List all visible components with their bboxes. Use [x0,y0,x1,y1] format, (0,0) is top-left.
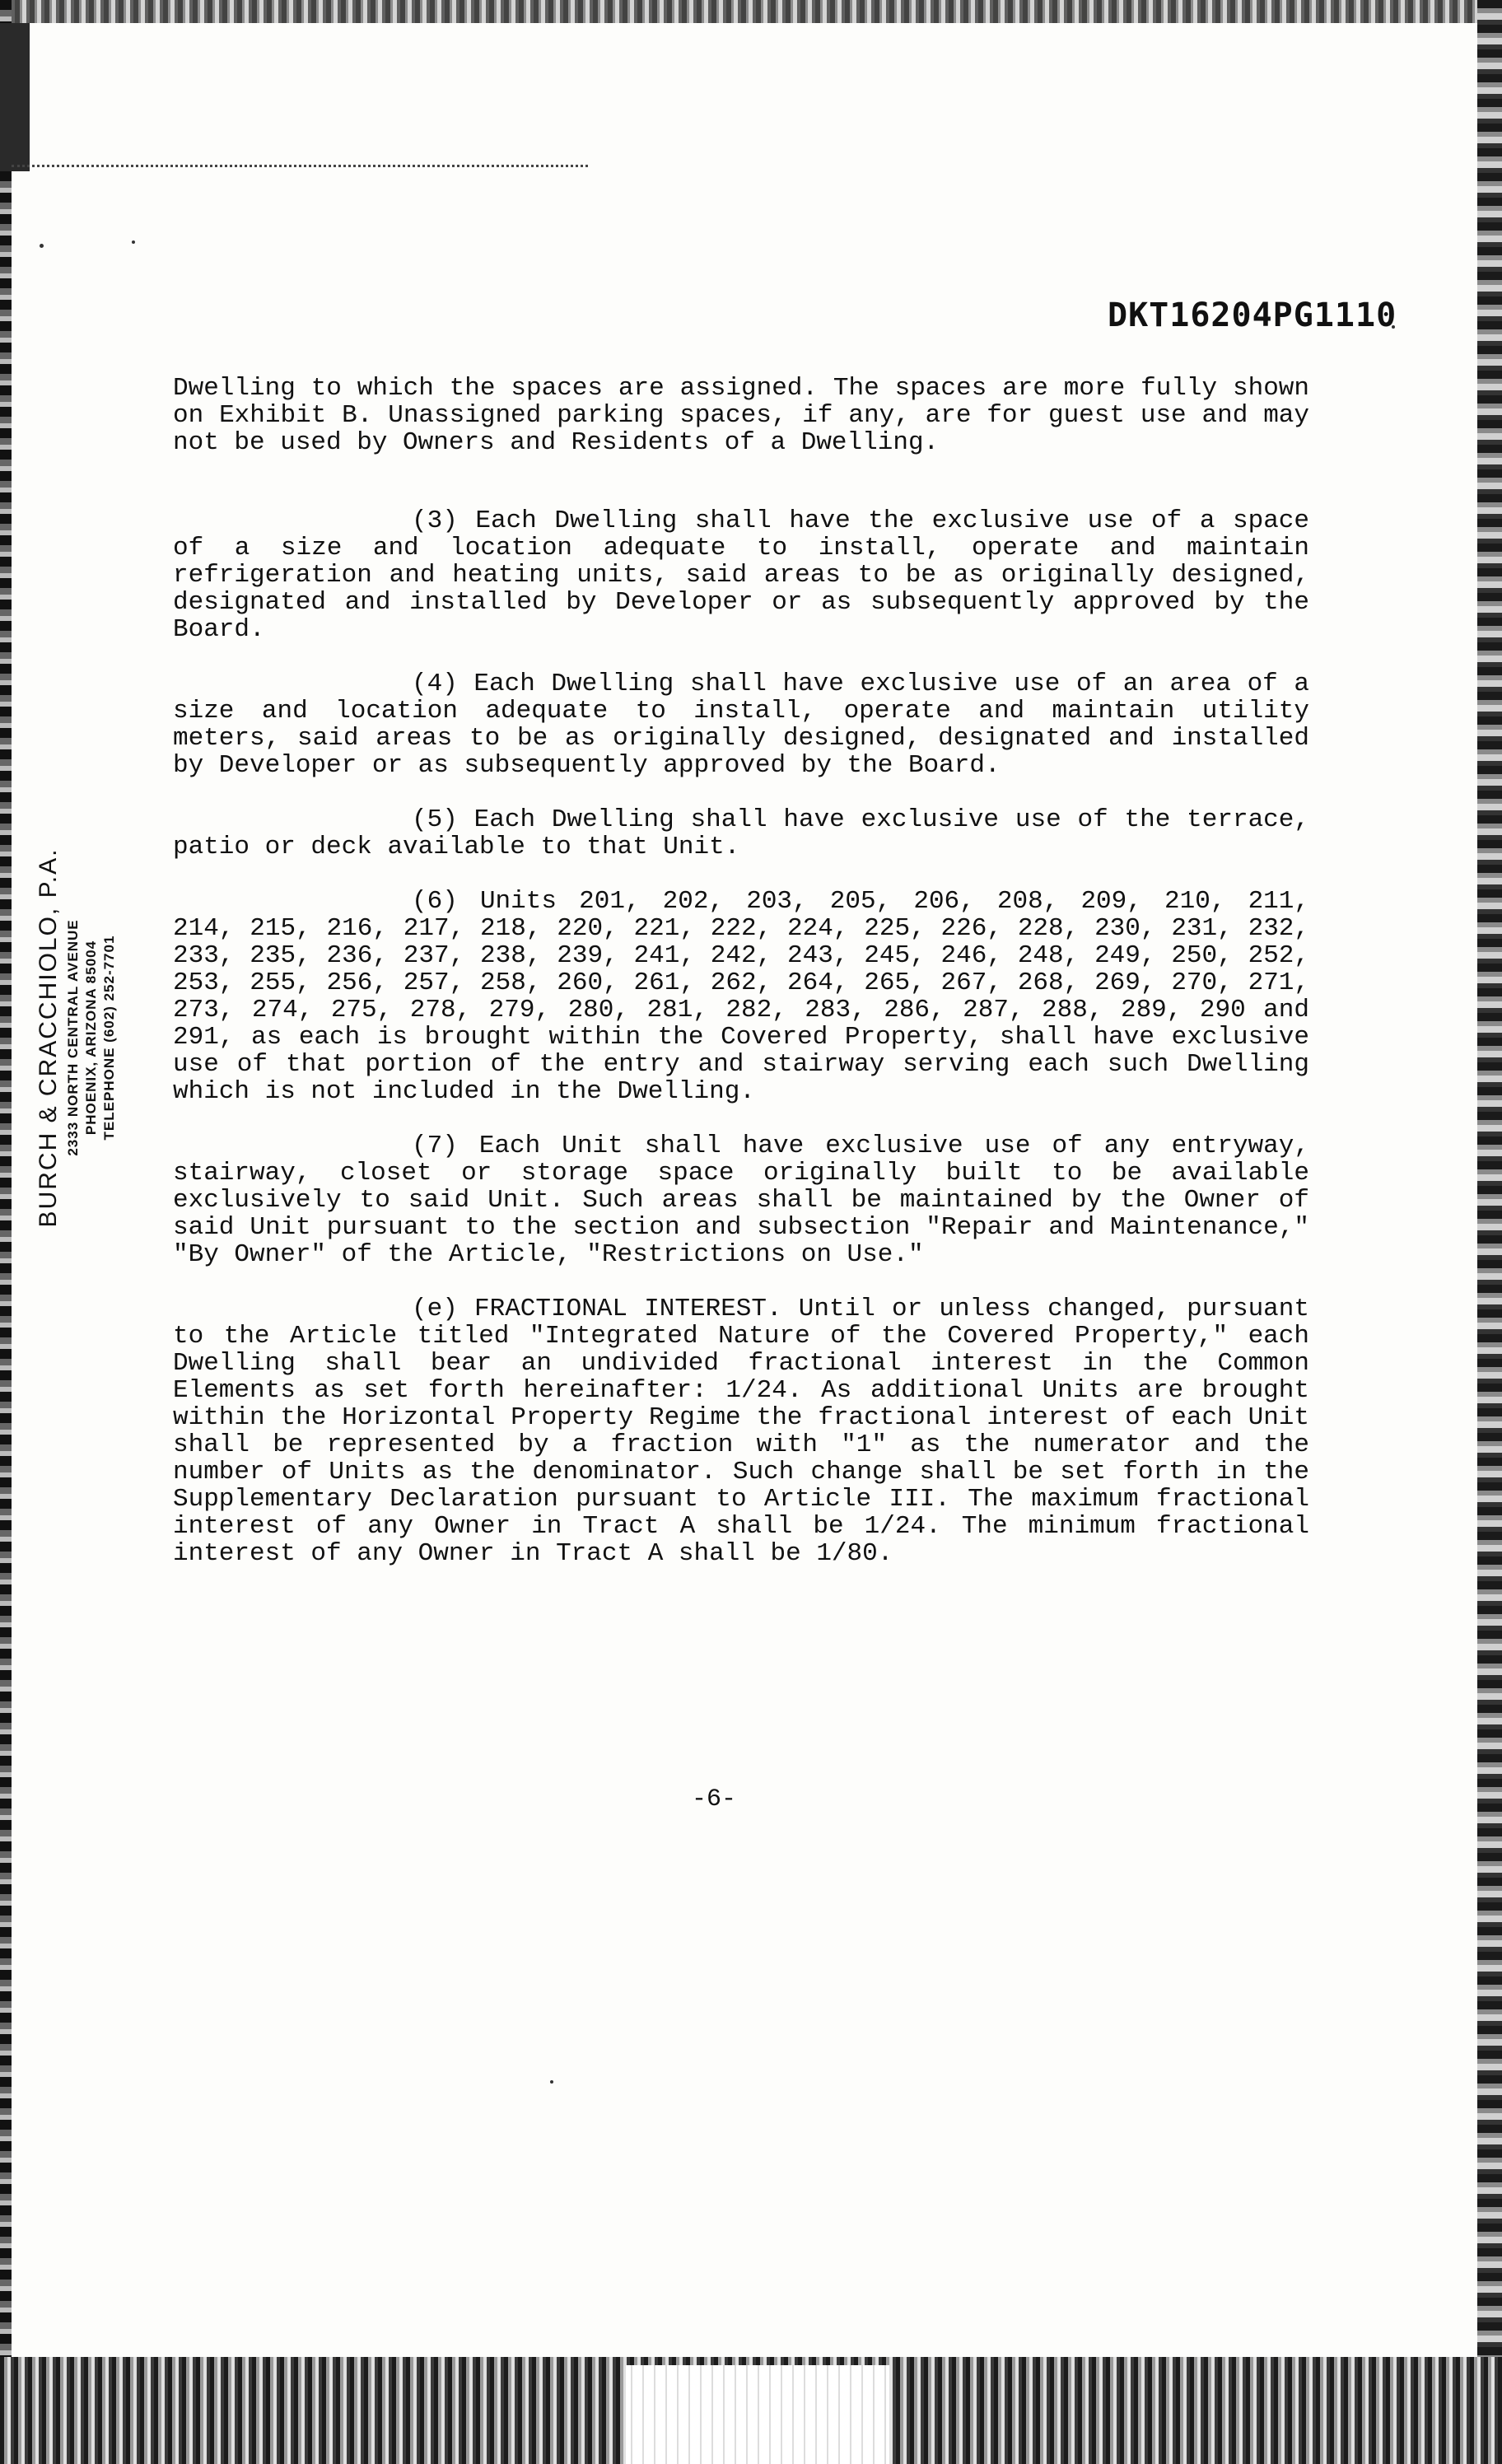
firm-address: 2333 NORTH CENTRAL AVENUE [65,919,81,1156]
scan-edge-left-block [0,23,30,171]
firm-phone: TELEPHONE (602) 252-7701 [101,935,117,1141]
scan-speck [132,240,135,244]
paragraph-continuation: Dwelling to which the spaces are assigned. The spaces are more fully shown on Exhibit B. Unassigned parking spaces, if any, are for guest use and may not be used by Owners and Residents of a Dwelling. [173,374,1309,457]
firm-city: PHOENIX, ARIZONA 85004 [83,940,99,1136]
page-number: -6- [692,1785,737,1813]
paragraph-3: (3) Each Dwelling shall have the exclusive use of a space of a size and location adequate to install, operate and maintain refrigeration and heating units, said areas to be as originally designed, designated and installed by Developer or as subsequently approved by the Board. [173,506,1309,644]
scan-speck [40,244,44,248]
document-body [173,375,1309,1567]
paragraph-7: (7) Each Unit shall have exclusive use of any entryway, stairway, closet or storage space originally built to be available exclusively to said Unit. Such areas shall be maintained by the Owner of said Unit pursuant to the section and subsection "Repair and Maintenance," "By Owner" of the Article, "Restrictions on Use." [173,1132,1309,1269]
paragraph-5: (5) Each Dwelling shall have exclusive use of the terrace, patio or deck available to that Unit. [173,805,1309,861]
docket-stamp: DKT16204PG1110 [1108,296,1397,334]
scan-edge-bottom-gap [626,2365,889,2464]
law-firm-sidebar [33,815,156,1260]
scan-edge-right [1477,0,1502,2464]
scan-edge-top [0,0,1502,23]
scan-edge-left [0,0,12,2464]
firm-name: BURCH & CRACCHIOLO, P.A. [35,847,62,1228]
scan-top-rule [12,165,588,167]
paragraph-4: (4) Each Dwelling shall have exclusive use of an area of a size and location adequate to install, operate and maintain utility meters, said areas to be as originally designed, designated and installed by Developer or as subsequently approved by the Board. [173,670,1309,780]
scan-speck [550,2080,553,2084]
paragraph-6: (6) Units 201, 202, 203, 205, 206, 208, 209, 210, 211, 214, 215, 216, 217, 218, 220, 221, 222, 224, 225, 226, 228, 230, 231, 232, 233, 235, 236, 237, 238, 239, 241, 242, 243, 245, 246, 248, 249, 250, 252, 253, 255, 256, 257, 258, 260, 261, 262, 264, 265, 267, 268, 269, 270, 271, 273, 274, 275, 278, 279, 280, 281, 282, 283, 286, 287, 288, 289, 290 and 291, as each is brought within the Covered Property, shall have exclusive use of that portion of the entry and stairway serving each such Dwelling which is not included in the Dwelling. [173,887,1309,1106]
paragraph-fractional-interest: (e) FRACTIONAL INTEREST. Until or unless changed, pursuant to the Article titled "Integrated Nature of the Covered Property," each Dwelling shall bear an undivided fractional interest in the Common Elements as set forth hereinafter: 1/24. As additional Units are brought within the Horizontal Property Regime the fractional interest of each Unit shall be represented by a fraction with "1" as the numerator and the number of Units as the denominator. Such change shall be set forth in the Supplementary Declaration pursuant to Article III. The maximum fractional interest of any Owner in Tract A shall be 1/24. The minimum fractional interest of any Owner in Tract A shall be 1/80. [173,1295,1309,1568]
